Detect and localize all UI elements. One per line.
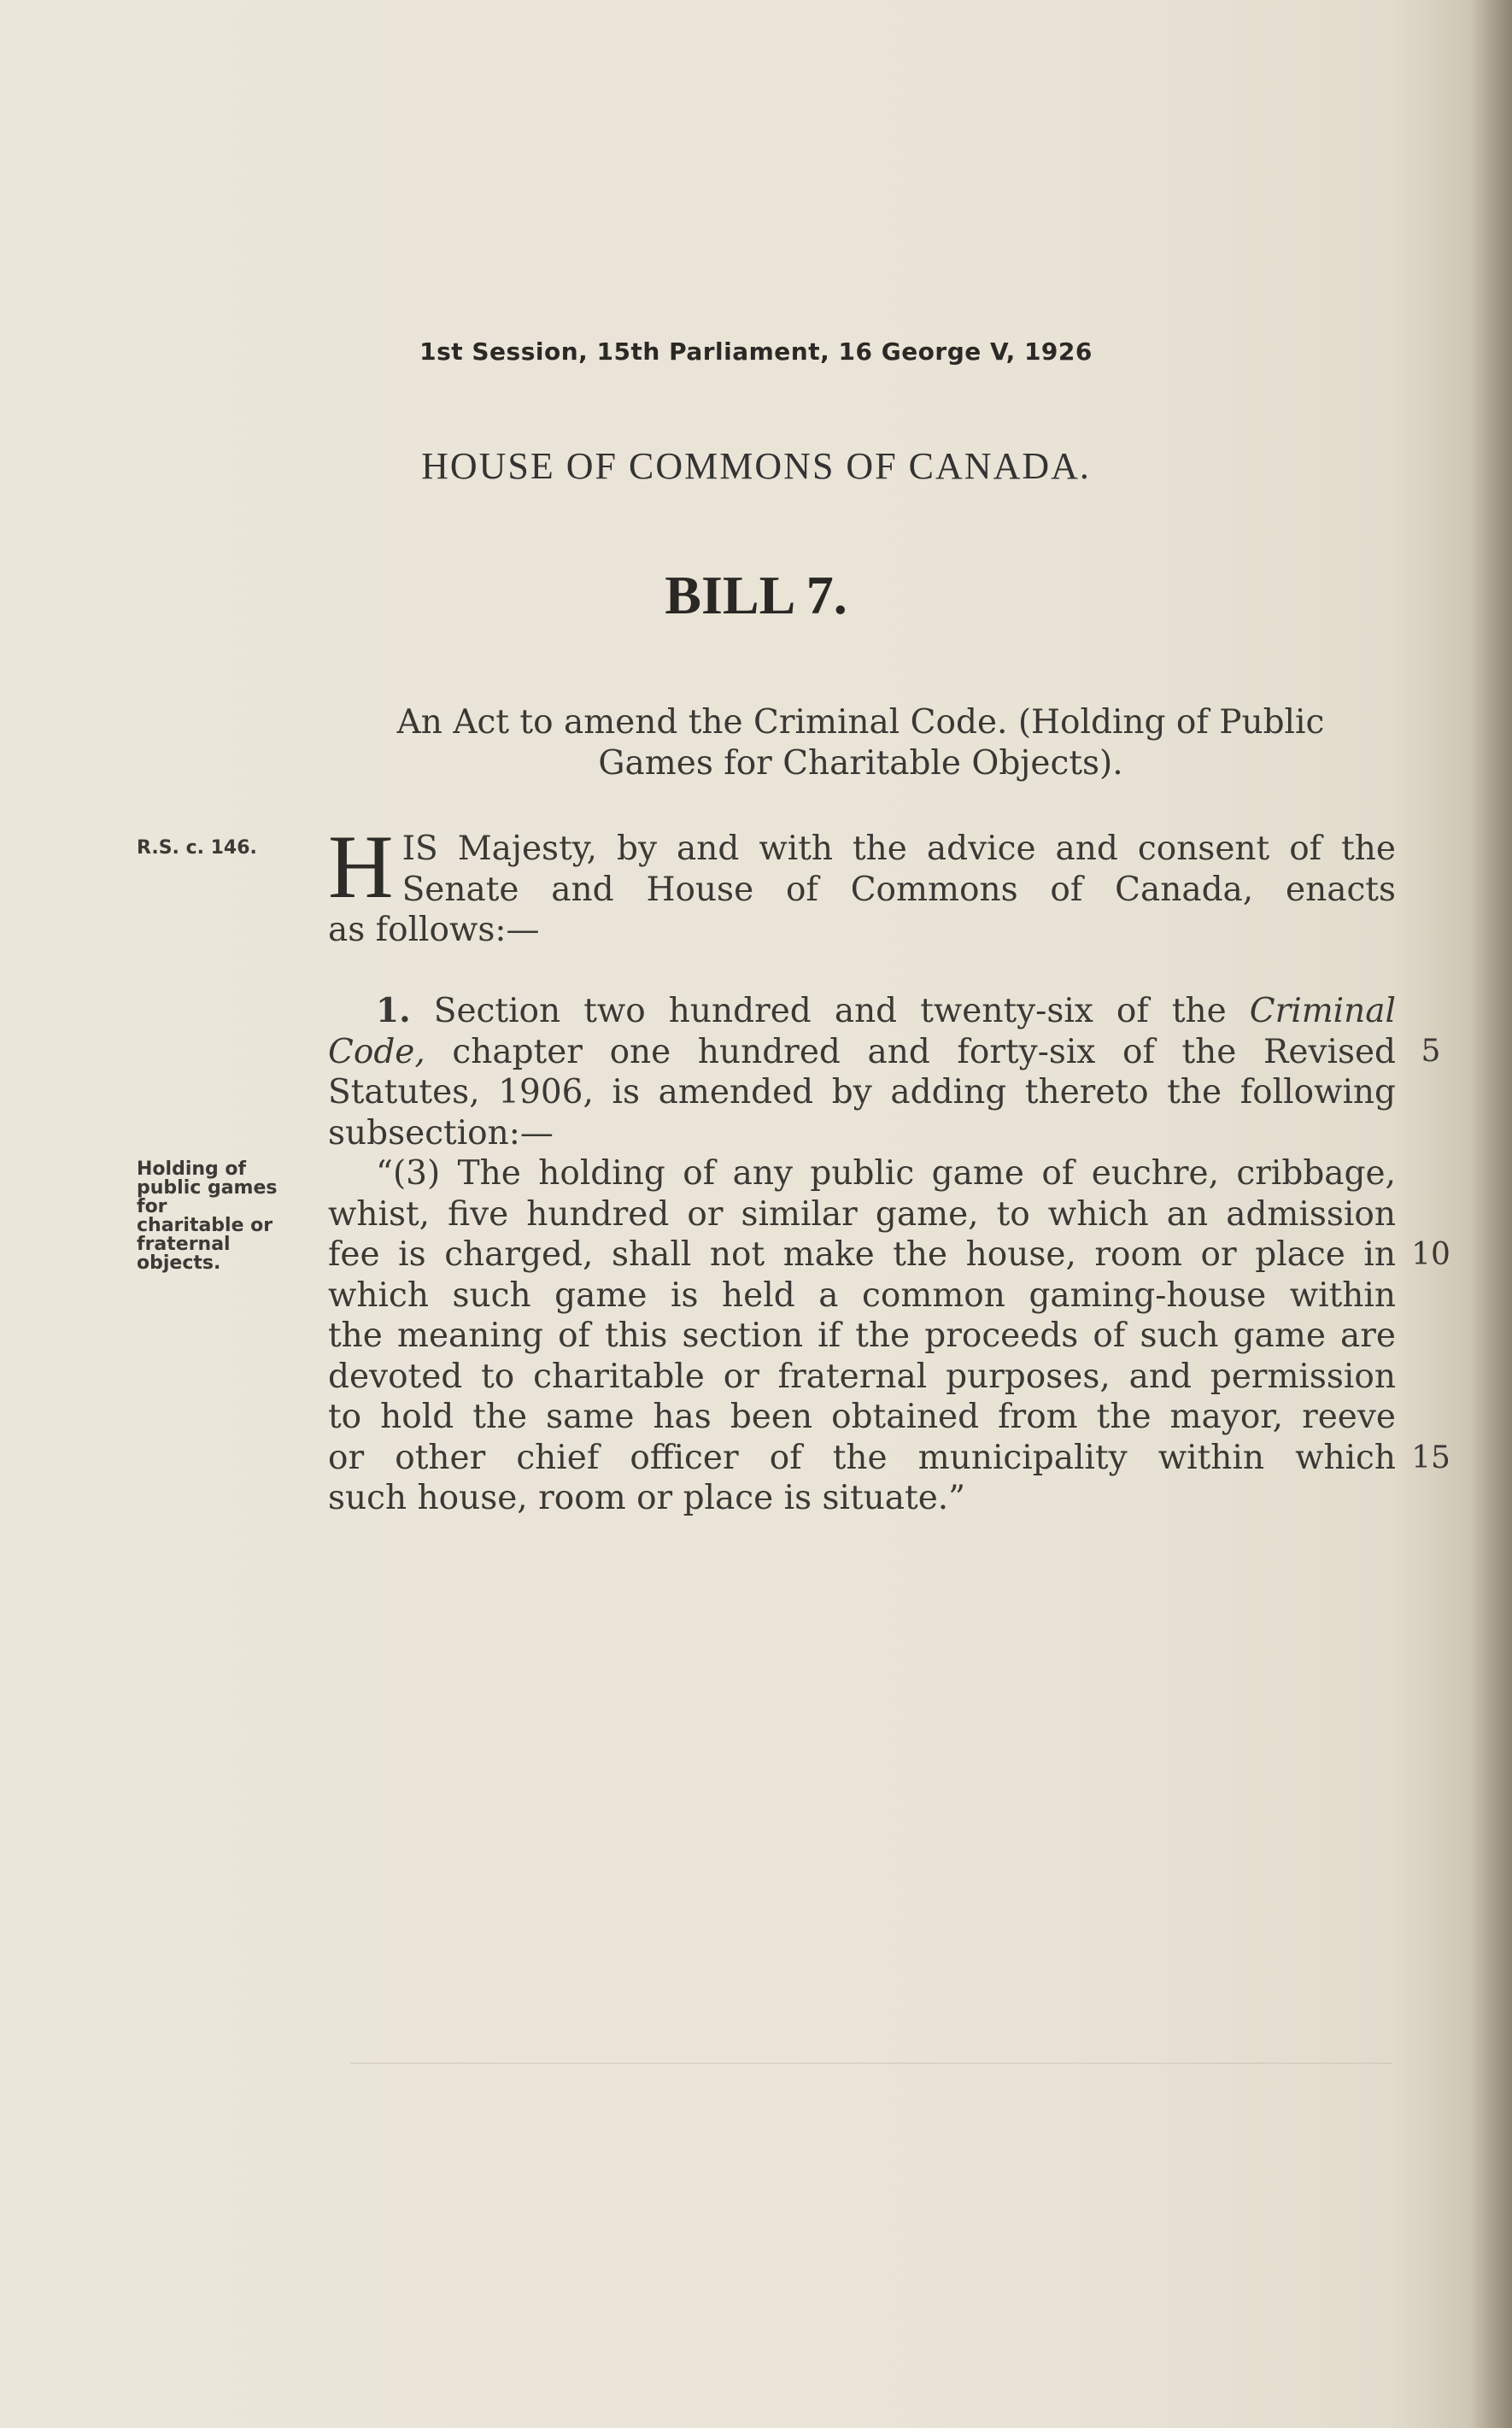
margin-note-line: objects. [137,1252,221,1274]
bill-number: BILL 7. [665,565,847,625]
margin-note-line: fraternal [137,1234,231,1255]
act-title-line: An Act to amend the Criminal Code. (Holding of Public [396,703,1325,742]
line-number-10: 10 [1411,1237,1450,1272]
session-line: 1st Session, 15th Parliament, 16 George V, 1926 [419,337,1093,366]
section-line [328,1032,1396,1073]
section-line: devoted to charitable or fraternal purposes, and permission [328,1357,1396,1396]
section-line: or other chief officer of the municipality within which [328,1438,1396,1477]
margin-note-holding [137,1160,316,1273]
section-line: whist, five hundred or similar game, to which an admission [328,1194,1396,1234]
margin-note-line: Holding of [137,1158,247,1180]
line-number-15: 15 [1411,1440,1450,1475]
margin-note-line: charitable or [137,1215,273,1236]
section-line: to hold the same has been obtained from the mayor, reeve [328,1398,1396,1436]
section-line [328,991,1396,1032]
act-title [325,702,1397,784]
section-italic: Criminal [1249,992,1396,1030]
section-line: such house, room or place is situate.” [328,1479,966,1517]
section-line: “(3) The holding of any public game of euchre, cribbage, [376,1154,1396,1193]
section-line: the meaning of this section if the proceeds of such game are [328,1317,1396,1355]
faint-show-through-rule [350,2062,1392,2064]
margin-note-line: for [137,1196,167,1217]
act-title-line: Games for Charitable Objects). [598,744,1123,783]
margin-note-statute: R.S. c. 146. [137,837,257,859]
enacting-line: Senate and House of Commons of Canada, enacts [401,870,1396,909]
section-text: Section two hundred and twenty-six of the [410,992,1250,1030]
section-line: Statutes, 1906, is amended by adding thereto the following [328,1073,1396,1111]
enacting-line: as follows:— [328,911,540,949]
section-italic: Code, [328,1032,425,1071]
section-text: chapter one hundred and forty-six of the Revised [425,1032,1396,1071]
section-line: fee is charged, shall not make the house, room or place in [328,1235,1396,1274]
section-number: 1. [376,991,411,1030]
enacting-line: IS Majesty, by and with the advice and consent of the [401,830,1396,868]
drop-cap: H [328,817,394,917]
section-line: which such game is held a common gaming-house within [328,1276,1396,1315]
line-number-5: 5 [1421,1034,1441,1069]
house-heading: HOUSE OF COMMONS OF CANADA. [421,445,1091,487]
enacting-clause [328,817,1396,951]
section-line: subsection:— [328,1113,554,1152]
section-1 [328,991,1396,1519]
margin-note-line: public games [137,1177,278,1199]
